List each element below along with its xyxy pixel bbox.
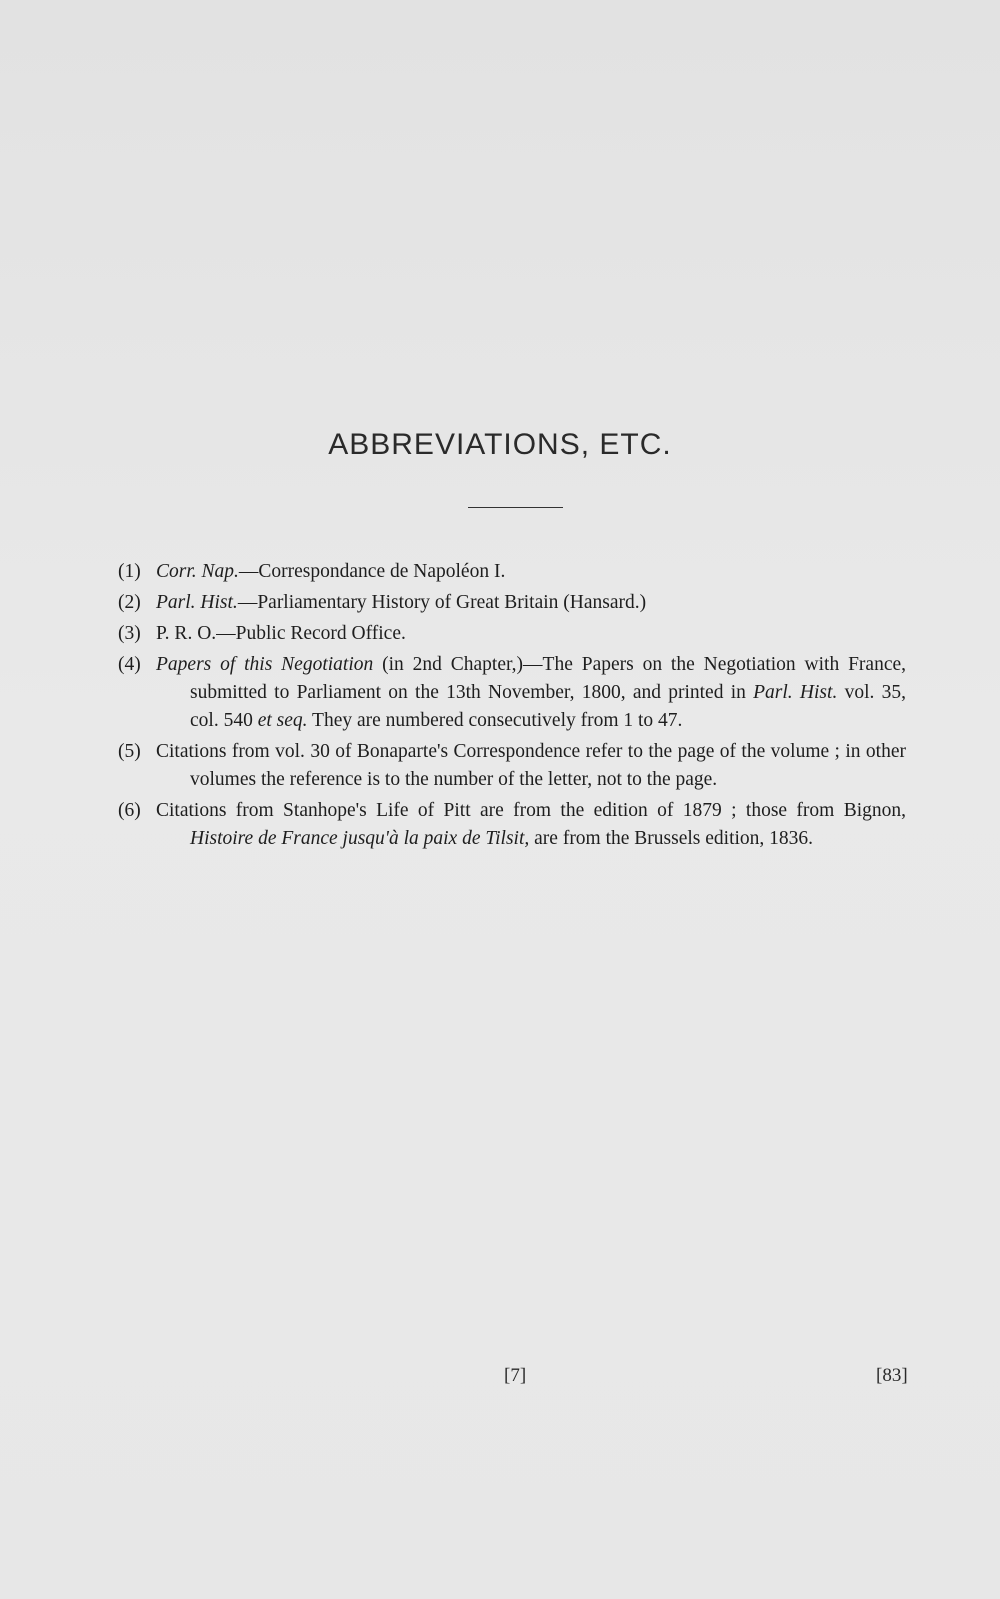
abbreviation-entry <box>118 651 906 735</box>
abbreviation-entry <box>118 558 906 586</box>
entry-text: Parl. Hist. <box>753 682 838 703</box>
page-number: [7] <box>504 1365 527 1386</box>
title-divider <box>468 507 563 508</box>
entry-text: Parl. Hist. <box>156 592 238 613</box>
entry-number: (2) <box>118 592 141 613</box>
entry-text: et seq. <box>257 710 308 731</box>
abbreviation-entry <box>118 589 906 617</box>
entry-text: They are numbered consecutively from 1 to 47. <box>307 710 683 731</box>
entry-text: vol. 35, col. 540 <box>190 682 906 731</box>
entry-text: (in 2nd Chapter,)—The Papers on the Negotiation with France, submitted to Parliament on the 13th November, 1800, and printed in <box>190 654 906 703</box>
abbreviation-entry <box>118 797 906 853</box>
entry-number: (5) <box>118 741 141 762</box>
page-title: ABBREVIATIONS, ETC. <box>328 428 672 461</box>
entry-text: Citations from Stanhope's Life of Pitt are from the edition of 1879 ; those from Bignon, <box>156 800 906 821</box>
entry-text: Citations from vol. 30 of Bonaparte's Correspondence refer to the page of the volume ; in other volumes the reference is to the number of the letter, not to the page. <box>156 741 906 790</box>
entry-text: Histoire de France jusqu'à la paix de Tilsit, <box>190 828 530 849</box>
entry-text: Papers of this Negotiation <box>156 654 374 675</box>
abbreviation-entry <box>118 620 906 648</box>
entry-text: are from the Brussels edition, 1836. <box>529 828 814 849</box>
entry-text: —Correspondance de Napoléon I. <box>238 561 506 582</box>
entry-text: —Parliamentary History of Great Britain (Hansard.) <box>237 592 647 613</box>
entry-text: P. R. O.—Public Record Office. <box>156 623 406 644</box>
entry-number: (4) <box>118 654 141 675</box>
abbreviation-entry <box>118 738 906 794</box>
entry-number: (3) <box>118 623 141 644</box>
abbreviations-list <box>118 558 906 856</box>
entry-number: (6) <box>118 800 141 821</box>
entry-text: Corr. Nap. <box>156 561 239 582</box>
entry-number: (1) <box>118 561 141 582</box>
page-number-secondary: [83] <box>876 1365 908 1386</box>
